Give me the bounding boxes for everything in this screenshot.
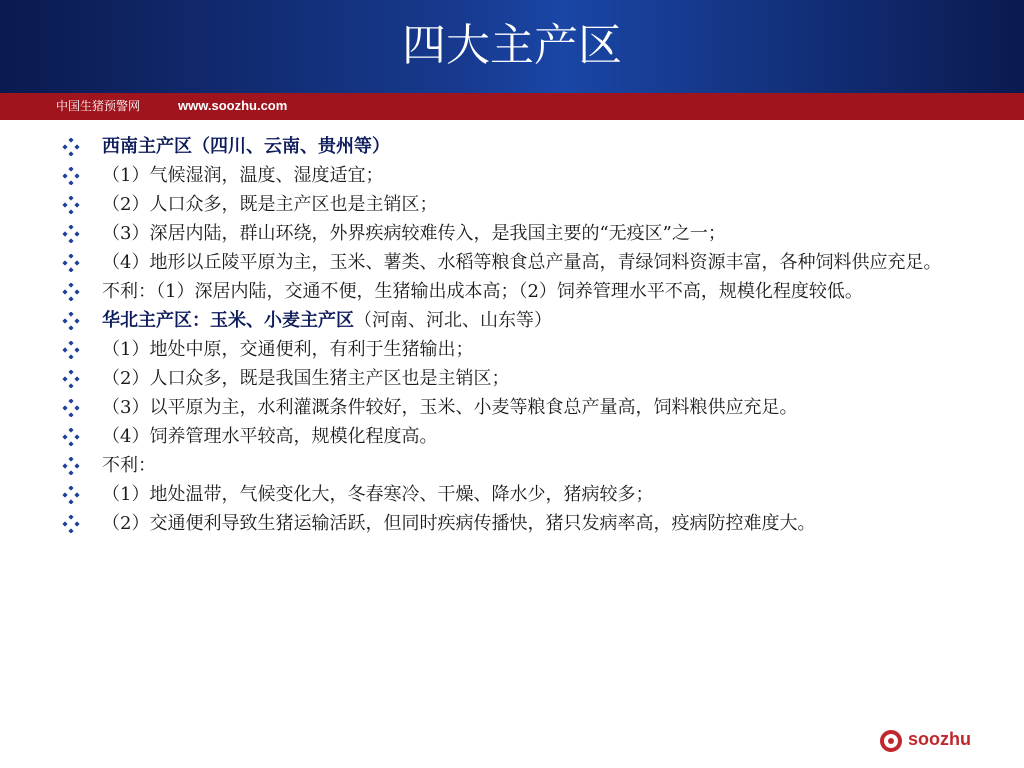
list-item-text: （1）地处温带，气候变化大，冬春寒冷、干燥、降水少，猪病较多； [102,484,654,505]
list-item [62,482,992,507]
diamond-bullet-icon [62,399,80,417]
list-item-text: （2）人口众多，既是主产区也是主销区； [102,194,438,215]
list-item [62,337,992,362]
list-item [62,453,992,478]
diamond-bullet-icon [62,167,80,185]
list-item-text: 不利：（1）深居内陆，交通不便，生猪输出成本高；（2）饲养管理水平不高，规模化程度较低。 [102,281,863,302]
list-item [62,192,992,217]
list-item-text: （2）交通便利导致生猪运输活跃，但同时疾病传播快，猪只发病率高，疫病防控难度大。 [102,513,816,534]
list-item-heading: 西南主产区（四川、云南、贵州等） [102,136,390,157]
list-item-text: （4）地形以丘陵平原为主，玉米、薯类、水稻等粮食总产量高，青绿饲料资源丰富，各种饲料供应充足。 [102,252,942,273]
site-url[interactable]: www.soozhu.com [178,98,288,113]
list-item [62,163,992,188]
diamond-bullet-icon [62,196,80,214]
list-item [62,221,992,246]
list-item [62,395,992,420]
list-item [62,279,992,304]
logo-icon [880,728,906,754]
list-item-text: （3）深居内陆，群山环绕，外界疾病较难传入，是我国主要的“无疫区”之一； [102,223,726,244]
list-item [62,134,992,159]
diamond-bullet-icon [62,341,80,359]
list-item [62,308,992,333]
diamond-bullet-icon [62,225,80,243]
soozhu-logo [880,728,980,754]
list-item-text: （3）以平原为主，水利灌溉条件较好，玉米、小麦等粮食总产量高，饲料粮供应充足。 [102,397,798,418]
list-item-text: （1）气候湿润，温度、湿度适宜； [102,165,384,186]
list-item-heading: 华北主产区：玉米、小麦主产区 [102,310,354,331]
diamond-bullet-icon [62,428,80,446]
list-item [62,424,992,449]
diamond-bullet-icon [62,283,80,301]
site-name: 中国生猪预警网 [56,99,141,113]
diamond-bullet-icon [62,370,80,388]
diamond-bullet-icon [62,486,80,504]
diamond-bullet-icon [62,457,80,475]
list-item [62,366,992,391]
list-item [62,250,992,275]
diamond-bullet-icon [62,254,80,272]
list-item [62,511,992,536]
list-item-text: （河南、河北、山东等） [354,310,552,331]
diamond-bullet-icon [62,312,80,330]
list-item-text: （1）地处中原，交通便利，有利于生猪输出； [102,339,474,360]
diamond-bullet-icon [62,515,80,533]
header-bar [0,93,1024,120]
diamond-bullet-icon [62,138,80,156]
logo-text: soozhu [908,729,971,749]
page-title: 四大主产区 [402,20,622,71]
bullet-list [62,134,992,540]
list-item-text: （4）饲养管理水平较高，规模化程度高。 [102,426,438,447]
list-item-text: （2）人口众多，既是我国生猪主产区也是主销区； [102,368,510,389]
list-item-text: 不利： [102,455,156,476]
